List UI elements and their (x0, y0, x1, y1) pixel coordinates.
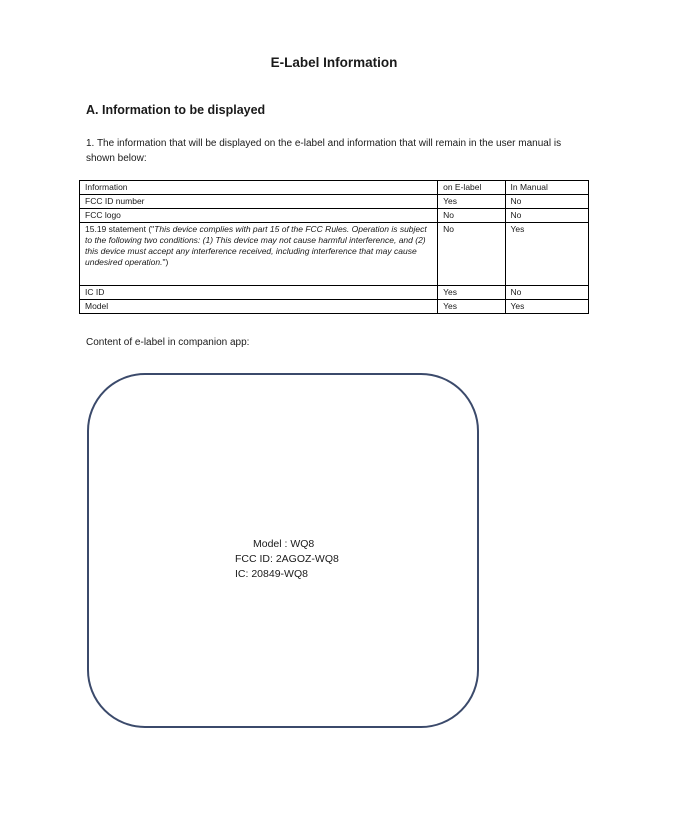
cell-information: FCC ID number (80, 195, 438, 209)
header-information: Information (80, 181, 438, 195)
statement-lead: 15.19 statement (" (85, 224, 155, 234)
elabel-ic-id: IC: 20849-WQ8 (235, 568, 308, 580)
information-table (79, 180, 589, 314)
cell-in-manual: Yes (505, 300, 589, 314)
elabel-fcc-id: FCC ID: 2AGOZ-WQ8 (235, 553, 339, 565)
content-label: Content of e-label in companion app: (86, 337, 250, 348)
elabel-model: Model : WQ8 (253, 538, 315, 550)
cell-in-manual: Yes (505, 223, 589, 286)
table-row (80, 195, 589, 209)
table-row (80, 223, 589, 286)
cell-in-manual: No (505, 209, 589, 223)
elabel-content (235, 537, 339, 582)
intro-paragraph: 1. The information that will be displayed on the e-label and information that will remain in the user manual is shown below: (86, 138, 562, 164)
cell-information: IC ID (80, 286, 438, 300)
document-title: E-Label Information (270, 55, 398, 70)
header-in-manual: In Manual (505, 181, 589, 195)
table-header-row (80, 181, 589, 195)
statement-quote: This device complies with part 15 of the FCC Rules. Operation is subject to the following two conditions: (1) This device may not cause harmful interference, and (2) this device must accept any interference received, including interference that may cause undesired operation. (85, 224, 427, 267)
table-row (80, 209, 589, 223)
cell-in-manual: No (505, 195, 589, 209)
cell-on-elabel: Yes (438, 286, 505, 300)
header-on-elabel: on E-label (438, 181, 505, 195)
table-row (80, 286, 589, 300)
cell-information: Model (80, 300, 438, 314)
cell-on-elabel: Yes (438, 300, 505, 314)
cell-on-elabel: No (438, 209, 505, 223)
cell-information (80, 223, 438, 286)
section-heading: A. Information to be displayed (86, 103, 266, 117)
cell-in-manual: No (505, 286, 589, 300)
table-row (80, 300, 589, 314)
cell-on-elabel: Yes (438, 195, 505, 209)
statement-tail: ") (162, 257, 169, 267)
cell-on-elabel: No (438, 223, 505, 286)
cell-information: FCC logo (80, 209, 438, 223)
